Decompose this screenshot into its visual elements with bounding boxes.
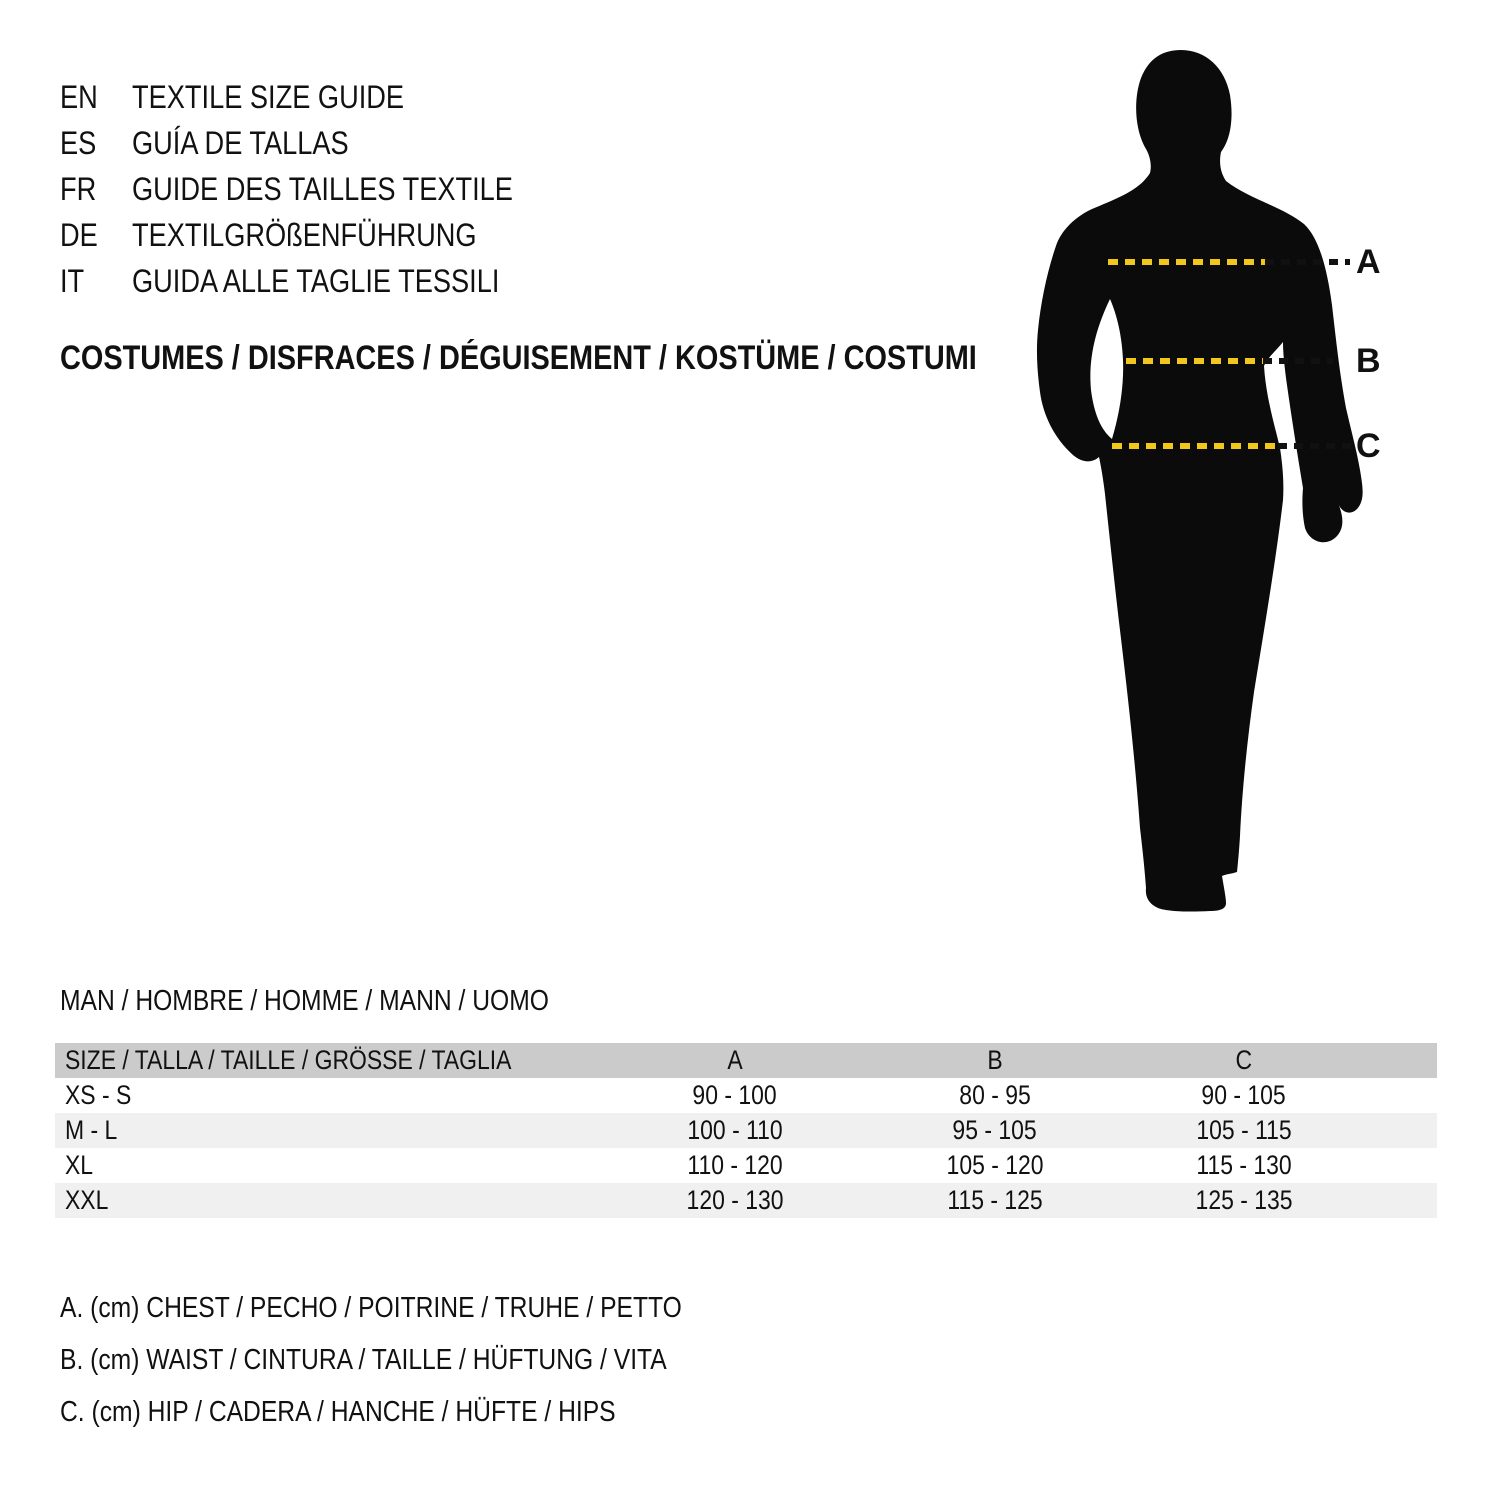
header-size: SIZE / TALLA / TAILLE / GRÖSSE / TAGLIA <box>65 1045 512 1075</box>
language-code: ES <box>60 125 97 161</box>
chest-line-black <box>1265 259 1350 265</box>
cell-b: 80 - 95 <box>959 1080 1031 1110</box>
measure-label-b: B <box>1356 342 1381 380</box>
measure-label-c: C <box>1356 427 1381 465</box>
cell-c: 90 - 105 <box>1201 1080 1287 1110</box>
legend-chest: A. (cm) CHEST / PECHO / POITRINE / TRUHE / PETTO <box>60 1292 682 1324</box>
header-b: B <box>987 1045 1003 1075</box>
language-label: TEXTILE SIZE GUIDE <box>132 79 405 115</box>
measure-label-a: A <box>1356 243 1381 281</box>
cell-size: XXL <box>65 1185 109 1215</box>
table-row-xl <box>55 1148 1437 1183</box>
language-code: EN <box>60 79 98 115</box>
chest-line-yellow <box>1108 259 1265 265</box>
cell-b: 115 - 125 <box>947 1185 1043 1215</box>
language-list <box>60 74 580 304</box>
language-label: GUIDE DES TAILLES TEXTILE <box>132 171 513 207</box>
waist-line-black <box>1263 358 1333 364</box>
language-label: GUÍA DE TALLAS <box>132 125 349 161</box>
cell-b: 95 - 105 <box>952 1115 1038 1145</box>
language-label: GUIDA ALLE TAGLIE TESSILI <box>132 263 500 299</box>
language-code: FR <box>60 171 97 207</box>
table-row-m-l <box>55 1113 1437 1148</box>
cell-c: 125 - 135 <box>1195 1185 1293 1215</box>
measurement-legend <box>60 1282 792 1438</box>
cell-size: XS - S <box>65 1080 132 1110</box>
language-row-de <box>60 212 580 258</box>
legend-waist: B. (cm) WAIST / CINTURA / TAILLE / HÜFTUNG / VITA <box>60 1344 667 1376</box>
section-title-man: MAN / HOMBRE / HOMME / MANN / UOMO <box>60 985 549 1017</box>
hip-line-black <box>1278 443 1354 449</box>
legend-hip: C. (cm) HIP / CADERA / HANCHE / HÜFTE / HIPS <box>60 1396 616 1428</box>
language-code: IT <box>60 263 85 299</box>
size-table-header-row <box>55 1043 1437 1078</box>
language-row-fr <box>60 166 580 212</box>
waist-line-yellow <box>1126 358 1263 364</box>
cell-c: 115 - 130 <box>1196 1150 1292 1180</box>
cell-size: XL <box>65 1150 94 1180</box>
cell-a: 100 - 110 <box>687 1115 783 1145</box>
language-row-en <box>60 74 580 120</box>
header-c: C <box>1235 1045 1253 1075</box>
category-title: COSTUMES / DISFRACES / DÉGUISEMENT / KOSTÜME / COSTUMI <box>60 339 977 377</box>
hip-line-yellow <box>1112 443 1278 449</box>
language-code: DE <box>60 217 98 253</box>
size-table <box>55 1043 1437 1218</box>
cell-size: M - L <box>65 1115 118 1145</box>
language-row-it <box>60 258 580 304</box>
cell-b: 105 - 120 <box>946 1150 1044 1180</box>
cell-a: 120 - 130 <box>686 1185 784 1215</box>
cell-a: 90 - 100 <box>692 1080 778 1110</box>
cell-a: 110 - 120 <box>687 1150 783 1180</box>
table-row-xxl <box>55 1183 1437 1218</box>
table-row-xs-s <box>55 1078 1437 1113</box>
header-a: A <box>727 1045 743 1075</box>
language-row-es <box>60 120 580 166</box>
language-label: TEXTILGRÖßENFÜHRUNG <box>132 217 477 253</box>
cell-c: 105 - 115 <box>1196 1115 1292 1145</box>
man-silhouette <box>1015 40 1375 940</box>
